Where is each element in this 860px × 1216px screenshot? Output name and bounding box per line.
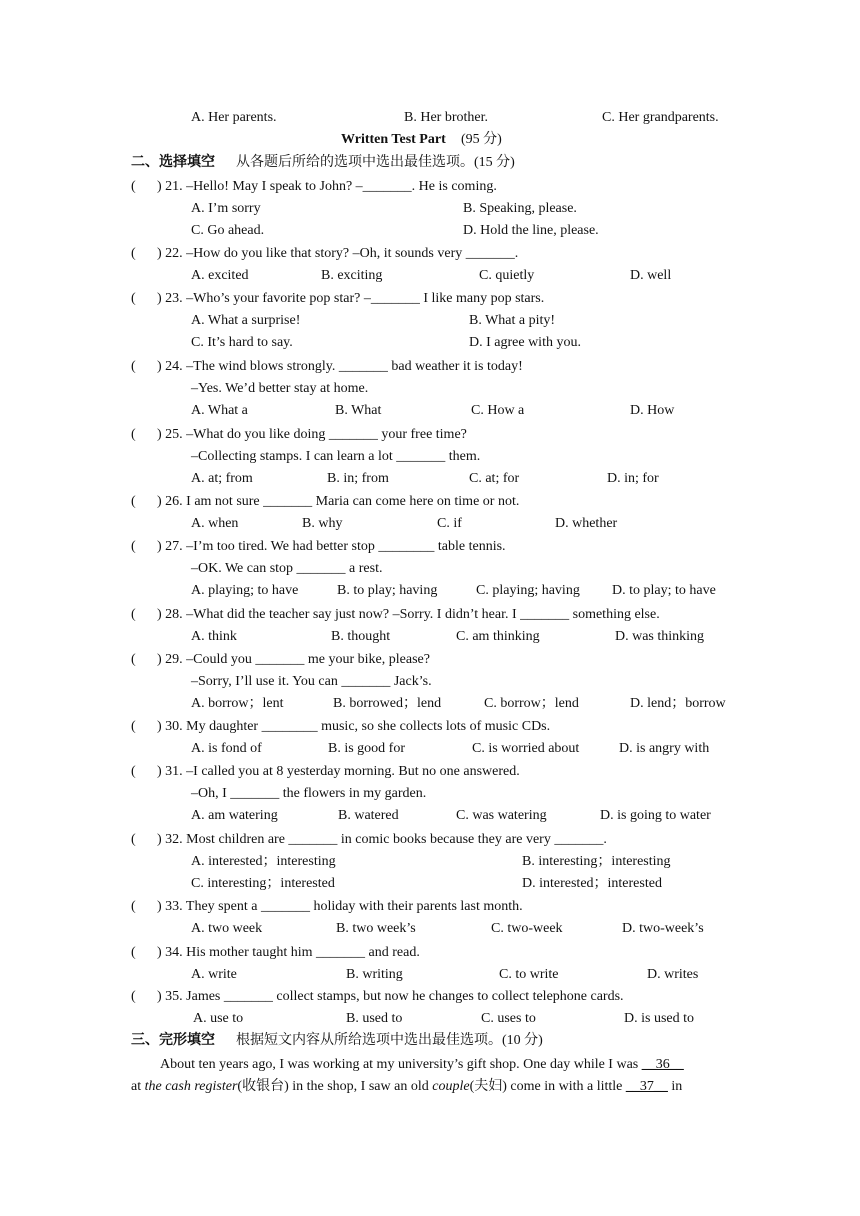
option-c[interactable]: C. if: [437, 516, 462, 531]
option-d[interactable]: D. I agree with you.: [469, 335, 581, 350]
option-a[interactable]: A. am watering: [191, 808, 278, 823]
option-b[interactable]: B. in; from: [327, 471, 389, 486]
passage-text: (收银台) in the shop, I saw an old: [237, 1079, 433, 1094]
option-d[interactable]: D. How: [630, 403, 675, 418]
option-a[interactable]: A. borrow；lent: [191, 696, 284, 711]
option-b[interactable]: B. borrowed；lend: [333, 696, 442, 711]
option-c[interactable]: C. quietly: [479, 268, 535, 283]
question-reply: –Sorry, I’ll use it. You can _______ Jack’s.: [191, 674, 432, 689]
answer-paren[interactable]: (: [131, 359, 150, 374]
answer-paren[interactable]: (: [131, 945, 150, 960]
option-b[interactable]: B. exciting: [321, 268, 383, 283]
section-heading: 三、完形填空: [131, 1033, 215, 1048]
passage-term: couple: [432, 1079, 470, 1094]
question-text: ) 29. –Could you _______ me your bike, please?: [157, 652, 430, 667]
option-c[interactable]: C. was watering: [456, 808, 547, 823]
blank-36[interactable]: __36__: [641, 1057, 684, 1072]
question-text: ) 33. They spent a _______ holiday with their parents last month.: [157, 899, 523, 914]
option-b[interactable]: B. Speaking, please.: [463, 201, 577, 216]
option-d[interactable]: D. is going to water: [600, 808, 711, 823]
option-d[interactable]: D. is angry with: [619, 741, 710, 756]
prev-option: B. Her brother.: [404, 110, 488, 125]
passage-term: the cash register: [144, 1079, 238, 1094]
option-d[interactable]: D. Hold the line, please.: [463, 223, 599, 238]
section-instruction: 从各题后所给的选项中选出最佳选项。(15 分): [236, 155, 515, 170]
prev-option: C. Her grandparents.: [602, 110, 719, 125]
answer-paren[interactable]: (: [131, 539, 150, 554]
answer-paren[interactable]: (: [131, 899, 150, 914]
option-b[interactable]: B. thought: [331, 629, 391, 644]
question-text: ) 26. I am not sure _______ Maria can come here on time or not.: [157, 494, 520, 509]
answer-paren[interactable]: (: [131, 764, 150, 779]
answer-paren[interactable]: (: [131, 179, 150, 194]
question-text: ) 32. Most children are _______ in comic books because they are very _______.: [157, 832, 607, 847]
option-c[interactable]: C. Go ahead.: [191, 223, 265, 238]
option-b[interactable]: B. interesting；interesting: [522, 854, 671, 869]
blank-37[interactable]: __37__: [625, 1079, 668, 1094]
answer-paren[interactable]: (: [131, 719, 150, 734]
question-reply: –Oh, I _______ the flowers in my garden.: [191, 786, 427, 801]
option-a[interactable]: A. when: [191, 516, 239, 531]
question-reply: –OK. We can stop _______ a rest.: [191, 561, 383, 576]
option-b[interactable]: B. writing: [346, 967, 403, 982]
prev-option: A. Her parents.: [191, 110, 277, 125]
option-c[interactable]: C. two-week: [491, 921, 563, 936]
option-d[interactable]: D. in; for: [607, 471, 659, 486]
answer-paren[interactable]: (: [131, 989, 150, 1004]
section-title: Written Test Part: [341, 132, 446, 147]
option-d[interactable]: D. is used to: [624, 1011, 694, 1026]
passage-line: [131, 1078, 682, 1096]
option-b[interactable]: B. used to: [346, 1011, 403, 1026]
option-a[interactable]: A. What a surprise!: [191, 313, 301, 328]
question-text: ) 34. His mother taught him _______ and read.: [157, 945, 420, 960]
option-c[interactable]: C. playing; having: [476, 583, 580, 598]
option-b[interactable]: B. why: [302, 516, 343, 531]
question-text: ) 27. –I’m too tired. We had better stop ________ table tennis.: [157, 539, 506, 554]
answer-paren[interactable]: (: [131, 832, 150, 847]
question-text: ) 24. –The wind blows strongly. _______ bad weather it is today!: [157, 359, 523, 374]
answer-paren[interactable]: (: [131, 607, 150, 622]
option-a[interactable]: A. think: [191, 629, 237, 644]
option-c[interactable]: C. borrow；lend: [484, 696, 579, 711]
option-c[interactable]: C. am thinking: [456, 629, 540, 644]
passage-line: [160, 1056, 684, 1074]
option-a[interactable]: A. What a: [191, 403, 248, 418]
option-a[interactable]: A. I’m sorry: [191, 201, 261, 216]
option-c[interactable]: C. to write: [499, 967, 559, 982]
passage-text: in: [667, 1079, 683, 1094]
section-heading: 二、选择填空: [131, 155, 215, 170]
answer-paren[interactable]: (: [131, 291, 150, 306]
option-a[interactable]: A. is fond of: [191, 741, 262, 756]
answer-paren[interactable]: (: [131, 246, 150, 261]
passage-text: at: [131, 1079, 145, 1094]
question-reply: –Collecting stamps. I can learn a lot _______ them.: [191, 449, 481, 464]
option-c[interactable]: C. interesting；interested: [191, 876, 335, 891]
option-d[interactable]: D. interested；interested: [522, 876, 662, 891]
option-b[interactable]: B. watered: [338, 808, 399, 823]
option-d[interactable]: D. to play; to have: [612, 583, 716, 598]
option-b[interactable]: B. is good for: [328, 741, 405, 756]
question-text: ) 23. –Who’s your favorite pop star? –_______ I like many pop stars.: [157, 291, 545, 306]
option-a[interactable]: A. use to: [193, 1011, 244, 1026]
question-text: ) 21. –Hello! May I speak to John? –_______. He is coming.: [157, 179, 497, 194]
answer-paren[interactable]: (: [131, 494, 150, 509]
section-score: (95 分): [461, 132, 502, 147]
option-b[interactable]: B. two week’s: [336, 921, 416, 936]
option-d[interactable]: D. two-week’s: [622, 921, 704, 936]
option-b[interactable]: B. What a pity!: [469, 313, 556, 328]
section-instruction: 根据短文内容从所给选项中选出最佳选项。(10 分): [236, 1033, 543, 1048]
option-d[interactable]: D. was thinking: [615, 629, 705, 644]
option-b[interactable]: B. What: [335, 403, 382, 418]
option-a[interactable]: A. write: [191, 967, 237, 982]
option-d[interactable]: D. well: [630, 268, 672, 283]
question-text: ) 35. James _______ collect stamps, but now he changes to collect telephone cards.: [157, 989, 624, 1004]
question-text: ) 31. –I called you at 8 yesterday morning. But no one answered.: [157, 764, 520, 779]
option-a[interactable]: A. excited: [191, 268, 249, 283]
option-c[interactable]: C. at; for: [469, 471, 520, 486]
option-c[interactable]: C. is worried about: [472, 741, 580, 756]
option-b[interactable]: B. to play; having: [337, 583, 438, 598]
option-c[interactable]: C. uses to: [481, 1011, 536, 1026]
option-c[interactable]: C. How a: [471, 403, 525, 418]
question-reply: –Yes. We’d better stay at home.: [191, 381, 369, 396]
question-text: ) 28. –What did the teacher say just now? –Sorry. I didn’t hear. I _______ something else.: [157, 607, 660, 622]
option-d[interactable]: D. writes: [647, 967, 699, 982]
answer-paren[interactable]: (: [131, 652, 150, 667]
option-c[interactable]: C. It’s hard to say.: [191, 335, 293, 350]
passage-text: (夫妇) come in with a little: [469, 1079, 626, 1094]
question-text: ) 30. My daughter ________ music, so she collects lots of music CDs.: [157, 719, 551, 734]
option-d[interactable]: D. lend；borrow: [630, 696, 726, 711]
passage-text: About ten years ago, I was working at my university’s gift shop. One day while I was: [160, 1057, 642, 1072]
option-a[interactable]: A. playing; to have: [191, 583, 299, 598]
option-a[interactable]: A. interested；interesting: [191, 854, 336, 869]
question-text: ) 22. –How do you like that story? –Oh, it sounds very _______.: [157, 246, 519, 261]
option-a[interactable]: A. at; from: [191, 471, 253, 486]
option-d[interactable]: D. whether: [555, 516, 618, 531]
question-text: ) 25. –What do you like doing _______ your free time?: [157, 427, 467, 442]
option-a[interactable]: A. two week: [191, 921, 263, 936]
answer-paren[interactable]: (: [131, 427, 150, 442]
